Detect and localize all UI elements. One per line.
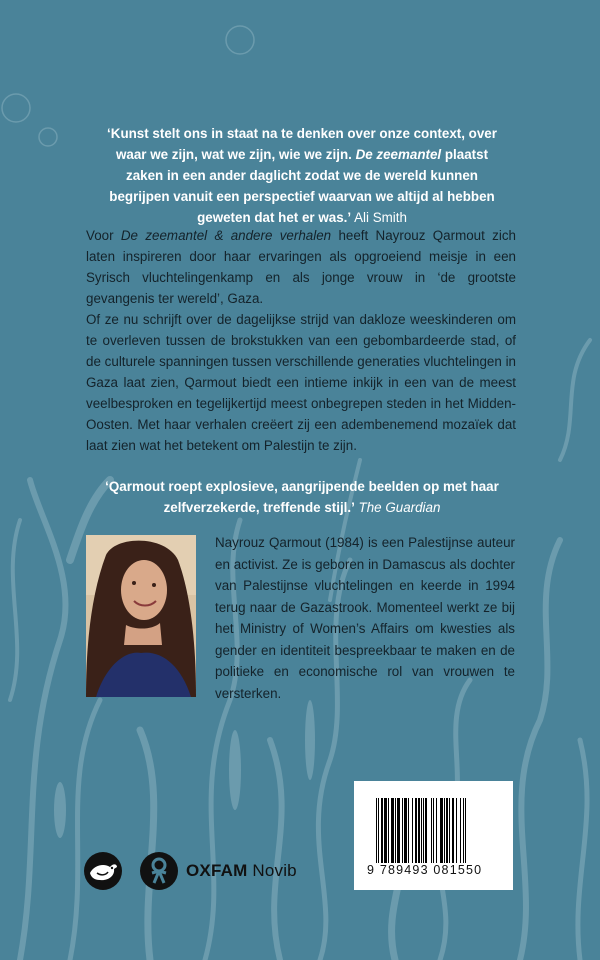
- description-paragraph-1: [86, 225, 516, 309]
- description-text: Voor: [86, 228, 121, 243]
- quote-text: ‘Kunst stelt ons in staat na te denken over onze context, over waar we zijn, wat we zijn, wie we zijn.: [107, 126, 497, 162]
- description-text-continued: heeft Nayrouz Qarmout zich laten inspireren door haar ervaringen als opgroeiend meisje in een Syrisch vluchtelingenkamp en als jonge vrouw in ‘de grootste gevangenis ter wereld’, Gaza.: [86, 228, 516, 306]
- isbn-number: 9 789493 081550: [367, 863, 483, 877]
- oxfam-novib-wordmark: [186, 861, 297, 881]
- oxfam-novib-logo: [140, 852, 297, 890]
- quote-text: ‘Qarmout roept explosieve, aangrijpende beelden op met haar zelfverzekerde, treffende stijl.’: [105, 479, 499, 515]
- barcode-bars: [376, 798, 491, 870]
- quote-attribution: The Guardian: [354, 500, 441, 515]
- description-paragraph-2: Of ze nu schrijft over de dagelijkse strijd van dakloze weeskinderen om te overleven tussen de brokstukken van een gebombardeerde stad, of de culturele spanningen tussen verschillende generaties vluchtelingen in Gaza laat zien, Qarmout biedt een intieme inkijk in een van de meest veelbesproken en tegelijkertijd meest onbegrepen steden in het Midden-Oosten. Met haar verhalen creëert zij een adembenemend mozaïek dat laat zien wat het betekent om Palestijn te zijn.: [86, 312, 516, 453]
- oxfam-wordmark: OXFAM: [186, 861, 248, 880]
- barcode-bar: [465, 798, 466, 870]
- author-bio: Nayrouz Qarmout (1984) is een Palestijnse auteur en activist. Ze is geboren in Damascus als dochter van Palestijnse vluchtelingen en keerde in 1994 terug naar de Gazastrook. Momenteel werkt ze bij het Ministry of Women’s Affairs om kwesties als gender en identiteit bespreekbaar te maken en de politieke en economische rol van vrouwen te versterken.: [215, 535, 515, 701]
- bird-icon: [84, 852, 122, 890]
- book-title: De zeemantel: [355, 147, 442, 162]
- oxfam-icon: [140, 852, 178, 890]
- quote-text-continued: plaatst zaken in een ander daglicht zodat we de wereld kunnen begrijpen vanuit een perspectief waarvan we altijd al hebben geweten dat het er was.’: [109, 147, 495, 225]
- novib-wordmark: Novib: [247, 861, 297, 880]
- endorsement-quote-guardian: [100, 476, 504, 518]
- book-description: [86, 225, 516, 456]
- endorsement-quote-ali-smith: [100, 123, 504, 228]
- quote-attribution: Ali Smith: [351, 210, 407, 225]
- author-portrait-illustration: [86, 535, 196, 697]
- book-title-full: De zeemantel & andere verhalen: [120, 228, 332, 243]
- author-photo: [86, 535, 196, 697]
- logos-row: [84, 852, 297, 890]
- isbn-barcode: [354, 781, 513, 890]
